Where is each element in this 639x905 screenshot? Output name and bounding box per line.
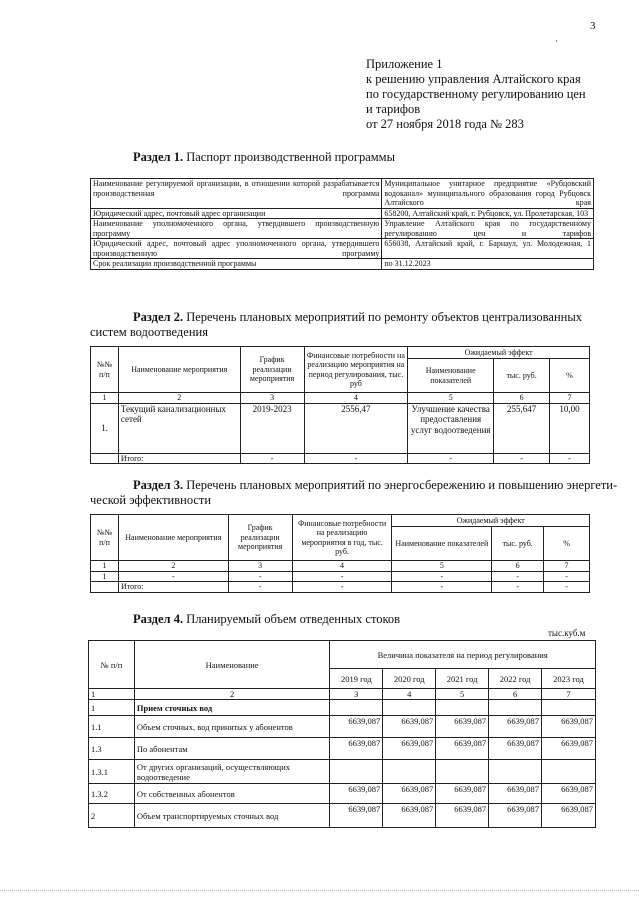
section3-title-cont: ческой эффективности	[90, 493, 212, 507]
section3-title	[133, 478, 617, 493]
table-row	[91, 403, 590, 453]
row-value: 6639,087	[489, 738, 542, 760]
passport-label: Юридический адрес, почтовый адрес организации	[91, 208, 382, 219]
row-indicator: Улучшение качества предоставления услуг водоотведения	[408, 403, 494, 453]
col-header: График реализации мероприятия	[240, 347, 304, 393]
table-row	[91, 571, 590, 582]
section-number: Раздел 1.	[133, 150, 184, 164]
index-cell: 7	[542, 689, 596, 700]
table-row	[89, 804, 596, 828]
index-row	[89, 689, 596, 700]
passport-value: Муниципальное унитарное предприятие «Рубцовский водоканал» муниципального образования город Рубцовск Алтайского края	[382, 179, 594, 209]
row-value: 6639,087	[436, 716, 489, 738]
passport-label: Наименование регулируемой организации, в отношении которой разрабатывается производственная программа	[91, 179, 382, 209]
row-cell: 1	[91, 571, 119, 582]
index-cell: 7	[544, 561, 590, 572]
unit-label: тыс.куб.м	[548, 628, 586, 638]
col-header: Ожидаемый эффект	[408, 347, 590, 359]
total-cell: -	[550, 453, 590, 464]
table-row	[89, 716, 596, 738]
table-row	[89, 784, 596, 804]
appendix-line: от 27 ноября 2018 года № 283	[366, 117, 524, 131]
row-value: 6639,087	[436, 804, 489, 828]
row-value: 6639,087	[489, 804, 542, 828]
row-schedule: 2019-2023	[240, 403, 304, 453]
total-cell: -	[240, 453, 304, 464]
row-value: 6639,087	[330, 716, 383, 738]
col-header: Финансовые потребности на реализацию мероприятия на период регулирования, тыс. руб	[304, 347, 408, 393]
index-cell: 1	[91, 393, 119, 404]
total-label: Итого:	[118, 453, 240, 464]
row-num: 2	[89, 804, 135, 828]
total-label: Итого:	[118, 582, 228, 593]
index-cell: 2	[118, 393, 240, 404]
row-cell: -	[228, 571, 292, 582]
row-name: Объем транспортируемых сточных вод	[134, 804, 329, 828]
passport-value: Управление Алтайского края по государственному регулированию цен и тарифов	[382, 219, 594, 239]
row-value: 6639,087	[383, 716, 436, 738]
col-header: Величина показателя на период регулирования	[330, 641, 596, 669]
row-num: 1.3.1	[89, 760, 135, 784]
corner-mark: ·	[555, 36, 558, 46]
row-num: 1.3.2	[89, 784, 135, 804]
index-cell: 2	[118, 561, 228, 572]
total-cell: -	[292, 582, 392, 593]
passport-value: по 31.12.2023	[382, 259, 594, 270]
year-header: 2020 год	[383, 669, 436, 689]
section1-title	[133, 150, 395, 165]
index-cell: 6	[492, 561, 544, 572]
row-value: 6639,087	[383, 784, 436, 804]
row-name: От собственных абонентов	[134, 784, 329, 804]
row-value: 6639,087	[489, 784, 542, 804]
row-name: Текущий канализационных сетей	[118, 403, 240, 453]
table-row	[89, 760, 596, 784]
table-row	[89, 700, 596, 716]
total-row	[91, 453, 590, 464]
appendix-line: и тарифов	[366, 102, 421, 116]
col-header: Наименование мероприятия	[118, 515, 228, 561]
index-cell: 5	[392, 561, 492, 572]
index-cell: 6	[494, 393, 550, 404]
index-cell: 3	[330, 689, 383, 700]
row-value: 6639,087	[330, 738, 383, 760]
passport-value: 658200, Алтайский край, г. Рубцовск, ул. Пролетарская, 103	[382, 208, 594, 219]
index-cell: 3	[228, 561, 292, 572]
appendix-line: по государственному регулированию цен	[366, 87, 586, 101]
table-row	[91, 219, 594, 239]
row-value: 6639,087	[383, 738, 436, 760]
col-header: Наименование показателей	[392, 527, 492, 561]
row-num: 1.1	[89, 716, 135, 738]
table-header-row	[91, 515, 590, 527]
total-cell: -	[492, 582, 544, 593]
passport-label: Срок реализации производственной программы	[91, 259, 382, 270]
row-value: 6639,087	[436, 784, 489, 804]
year-header: 2022 год	[489, 669, 542, 689]
index-cell: 7	[550, 393, 590, 404]
page-number: 3	[590, 20, 596, 32]
section-number: Раздел 2.	[133, 310, 184, 324]
row-cell: -	[492, 571, 544, 582]
total-cell: -	[392, 582, 492, 593]
row-name: Объем сточных, вод принятых у абонентов	[134, 716, 329, 738]
col-header: Финансовые потребности на реализацию мероприятия в год, тыс. руб.	[292, 515, 392, 561]
index-cell: 5	[408, 393, 494, 404]
row-value: 6639,087	[542, 716, 596, 738]
index-cell: 1	[91, 561, 119, 572]
index-cell: 2	[134, 689, 329, 700]
index-cell: 3	[240, 393, 304, 404]
col-header: №№ п/п	[91, 515, 119, 561]
index-row	[91, 393, 590, 404]
row-percent: 10,00	[550, 403, 590, 453]
row-name: От других организаций, осуществляющих водоотведение	[134, 760, 329, 784]
col-header: Ожидаемый эффект	[392, 515, 590, 527]
section-title: Паспорт производственной программы	[186, 150, 395, 164]
row-value: 6639,087	[383, 804, 436, 828]
row-thousand: 255,647	[494, 403, 550, 453]
table-row	[91, 259, 594, 270]
col-header: тыс. руб.	[492, 527, 544, 561]
index-cell: 4	[292, 561, 392, 572]
row-cell: -	[392, 571, 492, 582]
appendix-line: к решению управления Алтайского края	[366, 72, 581, 86]
row-finance: 2556,47	[304, 403, 408, 453]
total-cell: -	[304, 453, 408, 464]
row-num: 1.3	[89, 738, 135, 760]
section2-title-cont: систем водоотведения	[90, 325, 208, 339]
col-header: График реализации мероприятия	[228, 515, 292, 561]
col-header: №№ п/п	[91, 347, 119, 393]
year-header: 2019 год	[330, 669, 383, 689]
col-header: %	[544, 527, 590, 561]
passport-label: Юридический адрес, почтовый адрес уполномоченного органа, утвердившего производственную программу	[91, 239, 382, 259]
col-header: Наименование показателей	[408, 359, 494, 393]
total-cell: -	[544, 582, 590, 593]
section-title: Планируемый объем отведенных стоков	[186, 612, 401, 626]
row-value: 6639,087	[542, 804, 596, 828]
row-num: 1.	[91, 403, 119, 453]
section4-title	[133, 612, 400, 627]
index-cell: 4	[304, 393, 408, 404]
year-header: 2023 год	[542, 669, 596, 689]
row-cell: -	[118, 571, 228, 582]
col-header: Наименование мероприятия	[118, 347, 240, 393]
row-value: 6639,087	[436, 738, 489, 760]
table-header-row	[91, 347, 590, 359]
table-row	[91, 208, 594, 219]
index-cell: 1	[89, 689, 135, 700]
appendix-header	[366, 57, 626, 132]
table-row	[91, 179, 594, 209]
table-row	[89, 738, 596, 760]
total-cell: -	[408, 453, 494, 464]
total-row	[91, 582, 590, 593]
row-value: 6639,087	[542, 738, 596, 760]
section-number: Раздел 4.	[133, 612, 184, 626]
col-header: тыс. руб.	[494, 359, 550, 393]
section-number: Раздел 3.	[133, 478, 184, 492]
row-name: Прием сточных вод	[134, 700, 329, 716]
index-cell: 6	[489, 689, 542, 700]
row-value: 6639,087	[330, 804, 383, 828]
index-cell: 5	[436, 689, 489, 700]
appendix-line: Приложение 1	[366, 57, 443, 71]
volume-table	[88, 640, 596, 828]
repair-table	[90, 346, 590, 464]
col-header: Наименование	[134, 641, 329, 689]
row-name: По абонентам	[134, 738, 329, 760]
col-header: № п/п	[89, 641, 135, 689]
row-value: 6639,087	[330, 784, 383, 804]
year-header: 2021 год	[436, 669, 489, 689]
energy-table	[90, 514, 590, 593]
section-title-line: Перечень плановых мероприятий по энергосбережению и повышению энергети-	[186, 478, 618, 492]
section2-title	[133, 310, 603, 325]
passport-value: 656038, Алтайский край, г. Барнаул, ул. Молодежная, 1	[382, 239, 594, 259]
row-cell: -	[544, 571, 590, 582]
index-row	[91, 561, 590, 572]
row-cell: -	[292, 571, 392, 582]
page-footer-line	[0, 890, 639, 891]
passport-table	[90, 178, 594, 270]
total-cell: -	[494, 453, 550, 464]
table-header-row	[89, 641, 596, 669]
row-num: 1	[89, 700, 135, 716]
passport-label: Наименование уполномоченного органа, утвердившего производственную программу	[91, 219, 382, 239]
total-cell: -	[228, 582, 292, 593]
row-value: 6639,087	[489, 716, 542, 738]
col-header: %	[550, 359, 590, 393]
index-cell: 4	[383, 689, 436, 700]
table-row	[91, 239, 594, 259]
row-value: 6639,087	[542, 784, 596, 804]
section-title-line: Перечень плановых мероприятий по ремонту объектов централизованных	[186, 310, 582, 324]
